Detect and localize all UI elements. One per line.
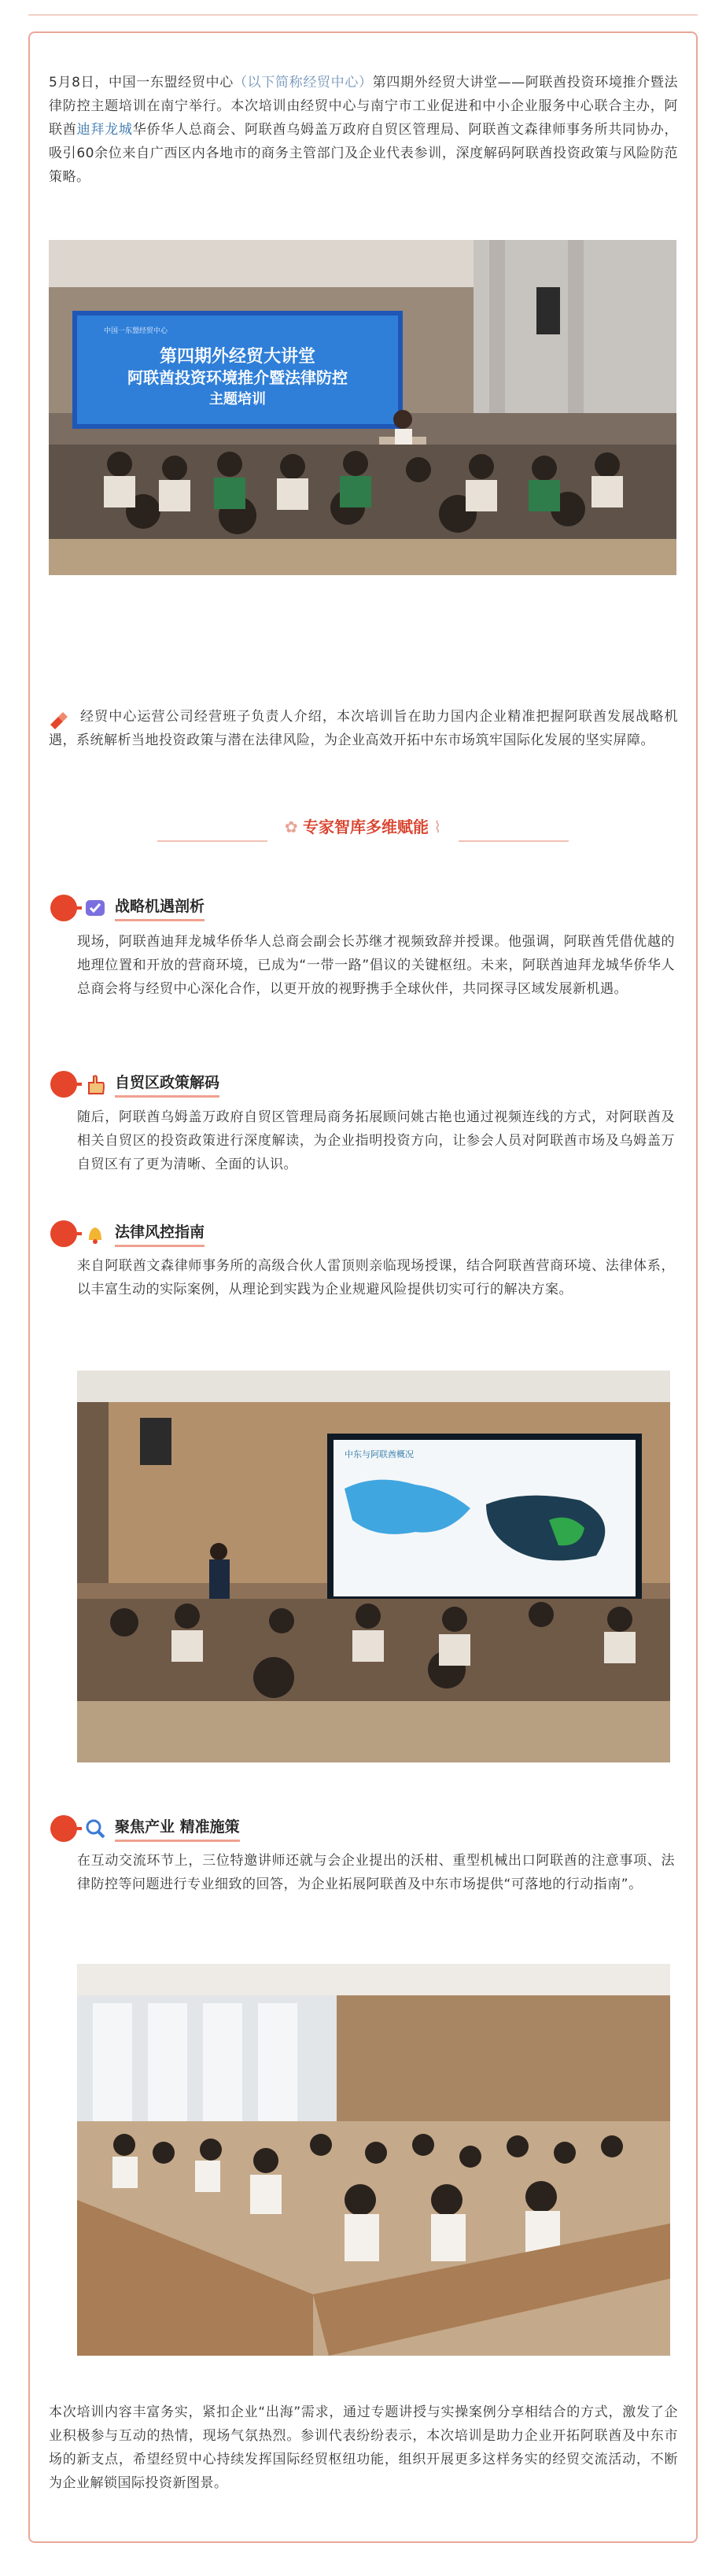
screen-title-1: 第四期外经贸大讲堂 <box>159 347 316 367</box>
screen-logo: 中国一东盟经贸中心 <box>104 327 168 335</box>
expert-title-text: 专家智库多维赋能 <box>303 817 429 836</box>
hand-icon <box>82 1071 109 1098</box>
section-strategy-header <box>50 891 205 925</box>
expert-section-title <box>0 814 726 837</box>
expert-title-deco-icon: ✿ <box>284 817 303 836</box>
section-legal-title: 法律风控指南 <box>115 1220 205 1247</box>
section-industry-body: 在互动交流环节上，三位特邀讲师还就与会企业提出的沃柑、重型机械出口阿联酋的注意事项、法律防控等问题进行专业细致的回答，为企业拓展阿联酋及中东市场提供“可落地的行动指南”。 <box>77 1853 675 1892</box>
screen-map-title: 中东与阿联酋概况 <box>345 1449 414 1460</box>
magnifier-icon <box>82 1815 109 1842</box>
expert-title-line-left <box>157 840 267 842</box>
bell-icon <box>82 1220 109 1247</box>
section-dot <box>50 1071 77 1098</box>
section-strategy-body: 现场，阿联酋迪拜龙城华侨华人总商会副会长苏继才视频致辞并授课。他强调，阿联酋凭借优越的地理位置和开放的营商环境，已成为“一带一路”倡议的关键枢纽。未来，阿联酋迪拜龙城华侨华人总商会将与经贸中心深化合作，以更开放的视野携手全球伙伴，共同探寻区域发展新机遇。 <box>77 934 675 997</box>
expert-title-deco-icon-right: ⌇ <box>429 817 442 836</box>
expert-title-line-right <box>459 840 569 842</box>
thumbs-up-icon <box>82 895 109 921</box>
section-legal-body: 来自阿联酋文森律师事务所的高级合伙人雷顶则亲临现场授课，结合阿联酋营商环境、法律体系，以丰富生动的实际案例，从理论到实践为企业规避风险提供切实可行的解决方案。 <box>77 1258 675 1297</box>
training-photo-1-image <box>49 240 676 575</box>
training-photo-3-image <box>77 1964 670 2356</box>
section-industry-header <box>50 1811 240 1846</box>
training-photo-3 <box>77 1964 670 2356</box>
training-photo-2-image <box>77 1371 670 1762</box>
intro-paragraph <box>49 71 678 189</box>
section-policy-title: 自贸区政策解码 <box>115 1071 219 1098</box>
section-dot <box>50 895 77 921</box>
intro-link[interactable]: 迪拜龙城 <box>76 122 133 138</box>
top-divider <box>28 14 698 16</box>
closing-paragraph: 本次培训内容丰富务实，紧扣企业“出海”需求，通过专题讲授与实操案例分享相结合的方式，激发了企业积极参与互动的热情，现场气氛热烈。参训代表纷纷表示，本次培训是助力企业开拓阿联酋及中东市场的新支点，希望经贸中心持续发挥国际经贸枢纽功能，组织开展更多这样务实的经贸交流活动，不断为企业解锁国际投资新图景。 <box>49 2404 678 2491</box>
intro-date: 5月8日， <box>49 75 109 90</box>
section-strategy-title: 战略机遇剖析 <box>115 895 205 921</box>
training-photo-2 <box>77 1371 670 1762</box>
section-dot <box>50 1220 77 1247</box>
screen-title-3: 主题培训 <box>209 391 266 408</box>
section-dot <box>50 1815 77 1842</box>
section-legal-header <box>50 1216 205 1251</box>
section-industry-title: 聚焦产业 精准施策 <box>115 1815 240 1842</box>
section-policy-body: 随后，阿联酋乌姆盖万政府自贸区管理局商务拓展顾问姚古艳也通过视频连线的方式，对阿联酋及相关自贸区的投资政策进行深度解读，为企业指明投资方向，让参会人员对阿联酋市场及乌姆盖万自贸区有了更为清晰、全面的认识。 <box>77 1109 675 1172</box>
intro-org: 中国一东盟经贸中心 <box>108 75 234 90</box>
intro-text-2: 华侨华人总商会、阿联酋乌姆盖万政府自贸区管理局、阿联酋文森律师事务所共同协办，吸引60余位来自广西区内各地市的商务主管部门及企业代表参训，深度解码阿联酋投资政策与风险防范策略。 <box>49 122 679 185</box>
intro-org-abbr: （以下简称经贸中心） <box>233 75 373 90</box>
lead-paragraph: 经贸中心运营公司经营班子负责人介绍，本次培训旨在助力国内企业精准把握阿联酋发展战略机遇，系统解析当地投资政策与潜在法律风险，为企业高效开拓中东市场筑牢国际化发展的坚实屏障。 <box>49 709 678 748</box>
intro-text: 第四期外经贸大讲堂——阿联酋投资环境推介暨法律防控主题培训在南宁举行。本次培训由经贸中心与南宁市工业促进和中小企业服务中心联合主办，阿联酋 <box>49 75 679 138</box>
section-policy-header <box>50 1067 219 1102</box>
screen-title-2: 阿联酋投资环境推介暨法律防控 <box>127 368 348 387</box>
training-photo-1 <box>49 240 676 575</box>
